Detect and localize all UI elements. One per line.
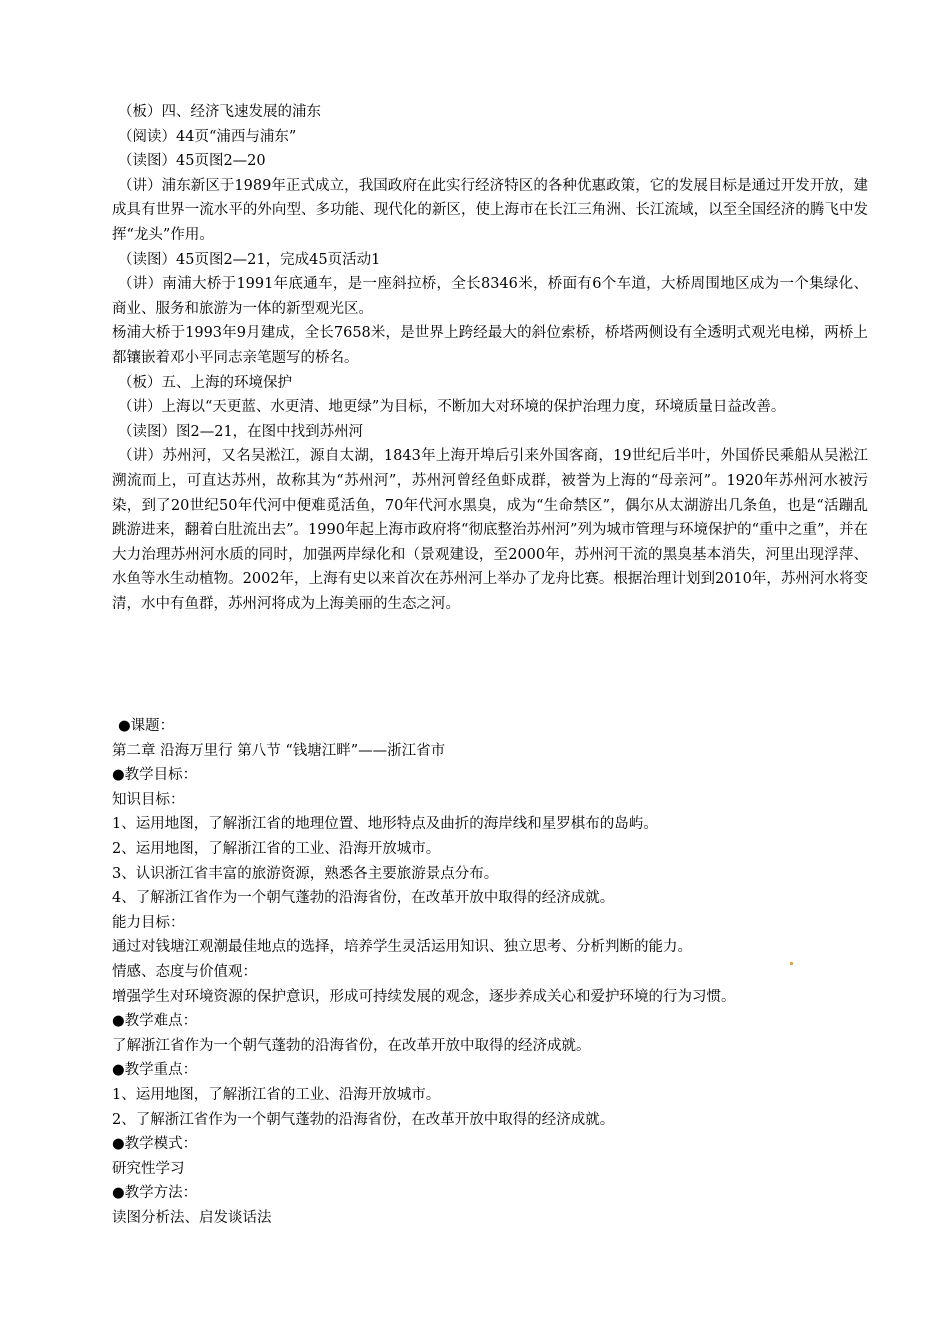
board-heading-environment: （板）五、上海的环境保护	[118, 374, 292, 391]
teaching-difficulty-heading: ●教学难点：	[112, 1013, 198, 1030]
knowledge-goals-label: 知识目标：	[112, 791, 185, 808]
teaching-mode-text: 研究性学习	[112, 1160, 185, 1177]
yangpu-bridge-paragraph: 杨浦大桥于1993年9月建成，全长7658米，是世界上跨经最大的斜位索桥，桥塔两侧设有全透明式观光电梯，两桥上都镶嵌着邓小平同志亲笔题写的桥名。	[112, 325, 868, 366]
lecture-nanpu-bridge-paragraph: （讲）南浦大桥于1991年底通车，是一座斜拉桥，全长8346米，桥面有6个车道，大桥周围地区成为一个集绿化、商业、服务和旅游为一体的新型观光区。	[112, 276, 868, 317]
lesson-plan-section	[112, 714, 868, 1230]
lesson-continuation-section	[112, 100, 868, 616]
teaching-difficulty-text: 了解浙江省作为一个朝气蓬勃的沿海省份，在改革开放中取得的经济成就。	[112, 1037, 591, 1054]
board-heading-pudong: （板）四、经济飞速发展的浦东	[118, 104, 321, 120]
knowledge-goal-2: 2、运用地图，了解浙江省的工业、沿海开放城市。	[112, 840, 441, 857]
ability-goal-text: 通过对钱塘江观潮最佳地点的选择，培养学生灵活运用知识、独立思考、分析判断的能力。	[112, 939, 692, 956]
teaching-mode-heading: ●教学模式：	[112, 1136, 198, 1153]
lecture-pudong-paragraph: （讲）浦东新区于1989年正式成立，我国政府在此实行经济特区的各种优惠政策，它的发展目标是通过开发开放，建成具有世界一流水平的外向型、多功能、现代化的新区，使上海市在长江三角洲、长江流域，以至全国经济的腾飞中发挥“龙头”作用。	[112, 177, 868, 243]
teaching-goals-heading: ●教学目标：	[112, 767, 198, 784]
reading-note: （阅读）44页“浦西与浦东”	[118, 128, 297, 145]
emotion-goal-text: 增强学生对环境资源的保护意识，形成可持续发展的观念，逐步养成关心和爱护环境的行为习惯。	[112, 988, 736, 1005]
map-reading-note: （读图）45页图2—20	[118, 153, 266, 170]
map-reading-suzhou-river: （读图）图2—21，在图中找到苏州河	[118, 423, 364, 440]
topic-heading: ●课题：	[118, 718, 175, 734]
knowledge-goal-1: 1、运用地图，了解浙江省的地理位置、地形特点及曲折的海岸线和星罗棋布的岛屿。	[112, 816, 658, 833]
teaching-method-heading: ●教学方法：	[112, 1185, 198, 1202]
teaching-method-text: 读图分析法、启发谈话法	[112, 1209, 272, 1226]
topic-title: 第二章 沿海万里行 第八节 “钱塘江畔”——浙江省市	[112, 742, 446, 759]
stray-mark	[790, 962, 793, 965]
emotion-goals-label: 情感、态度与价值观：	[112, 963, 257, 980]
teaching-focus-heading: ●教学重点：	[112, 1062, 198, 1079]
teaching-focus-1: 1、运用地图，了解浙江省的工业、沿海开放城市。	[112, 1086, 441, 1103]
lecture-suzhou-river-paragraph: （讲）苏州河，又名吴淞江，源自太湖，1843年上海开埠后引来外国客商，19世纪后半叶，外国侨民乘船从吴淞江溯流而上，可直达苏州，故称其为“苏州河”，苏州河曾经鱼虾成群，被誉为上海的“母亲河”。1920年苏州河水被污染，到了20世纪50年代河中便难觅活鱼，70年代河水黑臭，成为“生命禁区”，偶尔从太湖游出几条鱼，也是“活蹦乱跳游进来，翻着白肚流出去”。1990年起上海市政府将“彻底整治苏州河”列为城市管理与环境保护的“重中之重”，并在大力治理苏州河水质的同时，加强两岸绿化和（景观建设，至2000年，苏州河干流的黑臭基本消失，河里出现浮萍、水鱼等水生动植物。2002年，上海有史以来首次在苏州河上举办了龙舟比赛。根据治理计划到2010年，苏州河水将变清，水中有鱼群，苏州河将成为上海美丽的生态之河。	[112, 448, 868, 612]
ability-goals-label: 能力目标：	[112, 914, 185, 931]
map-reading-activity: （读图）45页图2—21，完成45页活动1	[118, 251, 381, 268]
knowledge-goal-4: 4、了解浙江省作为一个朝气蓬勃的沿海省份，在改革开放中取得的经济成就。	[112, 890, 615, 907]
teaching-focus-2: 2、了解浙江省作为一个朝气蓬勃的沿海省份，在改革开放中取得的经济成就。	[112, 1111, 615, 1128]
lecture-environment-paragraph: （讲）上海以“天更蓝、水更清、地更绿”为目标，不断加大对环境的保护治理力度，环境质量日益改善。	[118, 399, 786, 416]
knowledge-goal-3: 3、认识浙江省丰富的旅游资源，熟悉各主要旅游景点分布。	[112, 865, 499, 882]
